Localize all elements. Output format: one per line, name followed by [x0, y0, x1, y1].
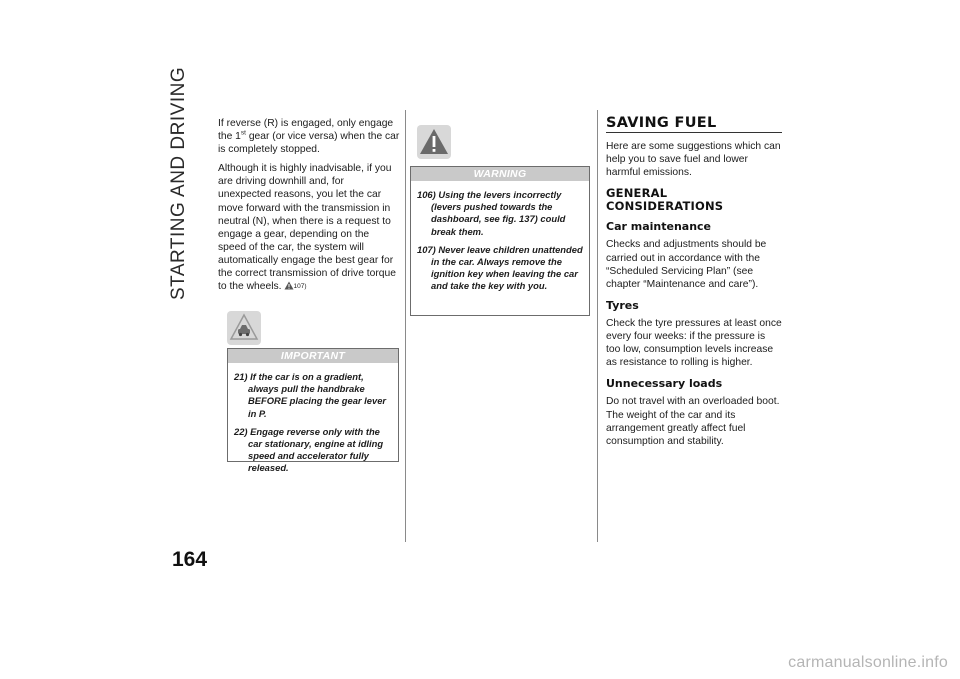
paragraph-tyres: Check the tyre pressures at least once every four weeks: if the pressure is too low, consumption levels increase as resistance to rolling is higher.	[606, 317, 782, 369]
paragraph-car-maintenance: Checks and adjustments should be carried out in accordance with the “Scheduled Servicing Plan” (see chapter “Maintenance and care”).	[606, 239, 767, 290]
warning-item: 106) Using the levers incorrectly (levers pushed towards the dashboard, see fig. 137) could break them.	[417, 189, 566, 237]
car-caution-icon	[227, 311, 261, 345]
important-item: 22) Engage reverse only with the car stationary, engine at idling speed and accelerator fully released.	[234, 425, 384, 474]
heading-tyres: Tyres	[606, 298, 639, 312]
column-right	[606, 117, 782, 454]
chapter-side-title: STARTING AND DRIVING	[168, 66, 189, 300]
intro-paragraph: Here are some suggestions which can help you to save fuel and lower harmful emissions.	[606, 141, 781, 179]
exclamation-warning-icon	[417, 125, 451, 159]
heading-general-considerations: GENERAL CONSIDERATIONS	[606, 186, 724, 213]
warning-header: WARNING	[411, 167, 589, 181]
column-left	[218, 117, 400, 300]
warning-item: 107) Never leave children unattended in the car. Always remove the ignition key when leaving the car and take the key with you.	[417, 243, 583, 292]
important-notice-box	[227, 348, 399, 474]
paragraph-unnecessary-loads: Do not travel with an overloaded boot. The weight of the car and its arrangement greatly affect fuel consumption and stability.	[606, 396, 780, 447]
warning-reference: 107)	[293, 283, 307, 291]
column-divider	[405, 110, 406, 542]
site-watermark: carmanualsonline.info	[788, 654, 948, 671]
heading-car-maintenance: Car maintenance	[606, 220, 712, 234]
important-item: 21) If the car is on a gradient, always pull the handbrake BEFORE placing the gear lever in P.	[234, 371, 387, 419]
important-header: IMPORTANT	[228, 349, 398, 363]
page-number: 164	[172, 548, 208, 571]
column-divider	[597, 110, 598, 542]
heading-unnecessary-loads: Unnecessary loads	[606, 377, 723, 391]
paragraph-downhill: Although it is highly inadvisable, if you are driving downhill and, for unexpected reasons, you let the car move forward with the transmission in neutral (N), when there is a request to engage a gear, depending on the speed of the car, the system will automatically engage the best gear for the correct transmission of drive torque to the wheels. 107)	[218, 162, 400, 294]
section-title-saving-fuel: SAVING FUEL	[606, 117, 782, 133]
paragraph-reverse: If reverse (R) is engaged, only engage the 1st gear (or vice versa) when the car is completely stopped.	[218, 118, 400, 156]
warning-triangle-icon	[284, 281, 294, 294]
warning-notice-box	[410, 166, 590, 316]
